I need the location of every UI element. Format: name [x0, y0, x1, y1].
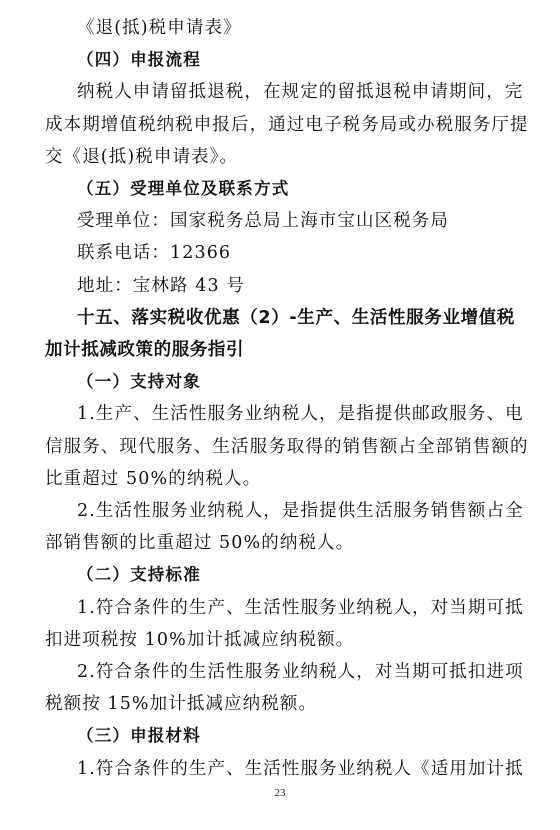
- text-line: 《退(抵)税申请表》: [77, 18, 242, 38]
- subheading: （四）申报流程: [77, 50, 201, 70]
- text-line: 联系电话：12366: [77, 243, 232, 264]
- section-heading: 加计抵减政策的服务指引: [45, 340, 245, 360]
- text-line: 1.符合条件的生产、生活性服务业纳税人，对当期可抵: [77, 597, 524, 618]
- text-line: 交《退(抵)税申请表》。: [45, 146, 239, 167]
- text-line: 信服务、现代服务、生活服务取得的销售额占全部销售额的: [45, 436, 529, 457]
- text-line: 地址：宝林路 43 号: [77, 275, 245, 296]
- subheading: （三）申报材料: [77, 726, 201, 746]
- text-line: 成本期增值税纳税申报后，通过电子税务局或办税服务厅提: [45, 114, 529, 135]
- text-line: 1.符合条件的生产、生活性服务业纳税人《适用加计抵: [77, 758, 524, 779]
- page-number: 23: [274, 787, 286, 799]
- text-line: 比重超过 50%的纳税人。: [45, 468, 262, 489]
- text-line: 纳税人申请留抵退税，在规定的留抵退税申请期间，完: [77, 82, 524, 103]
- text-line: 扣进项税按 10%加计抵减应纳税额。: [45, 629, 355, 650]
- section-heading: 十五、落实税收优惠（2）-生产、生活性服务业增值税: [77, 307, 515, 328]
- text-line: 部销售额的比重超过 50%的纳税人。: [45, 533, 355, 554]
- text-line: 受理单位：国家税务总局上海市宝山区税务局: [77, 211, 449, 232]
- text-line: 2.生活性服务业纳税人，是指提供生活服务销售额占全: [77, 501, 524, 521]
- text-line: 1.生产、生活性服务业纳税人，是指提供邮政服务、电: [77, 404, 524, 425]
- subheading: （二）支持标准: [77, 565, 201, 585]
- subheading: （五）受理单位及联系方式: [77, 179, 290, 198]
- subheading: （一）支持对象: [77, 372, 201, 392]
- text-line: 税额按 15%加计抵减应纳税额。: [45, 694, 318, 715]
- text-line: 2.符合条件的生活性服务业纳税人，对当期可抵扣进项: [77, 662, 524, 682]
